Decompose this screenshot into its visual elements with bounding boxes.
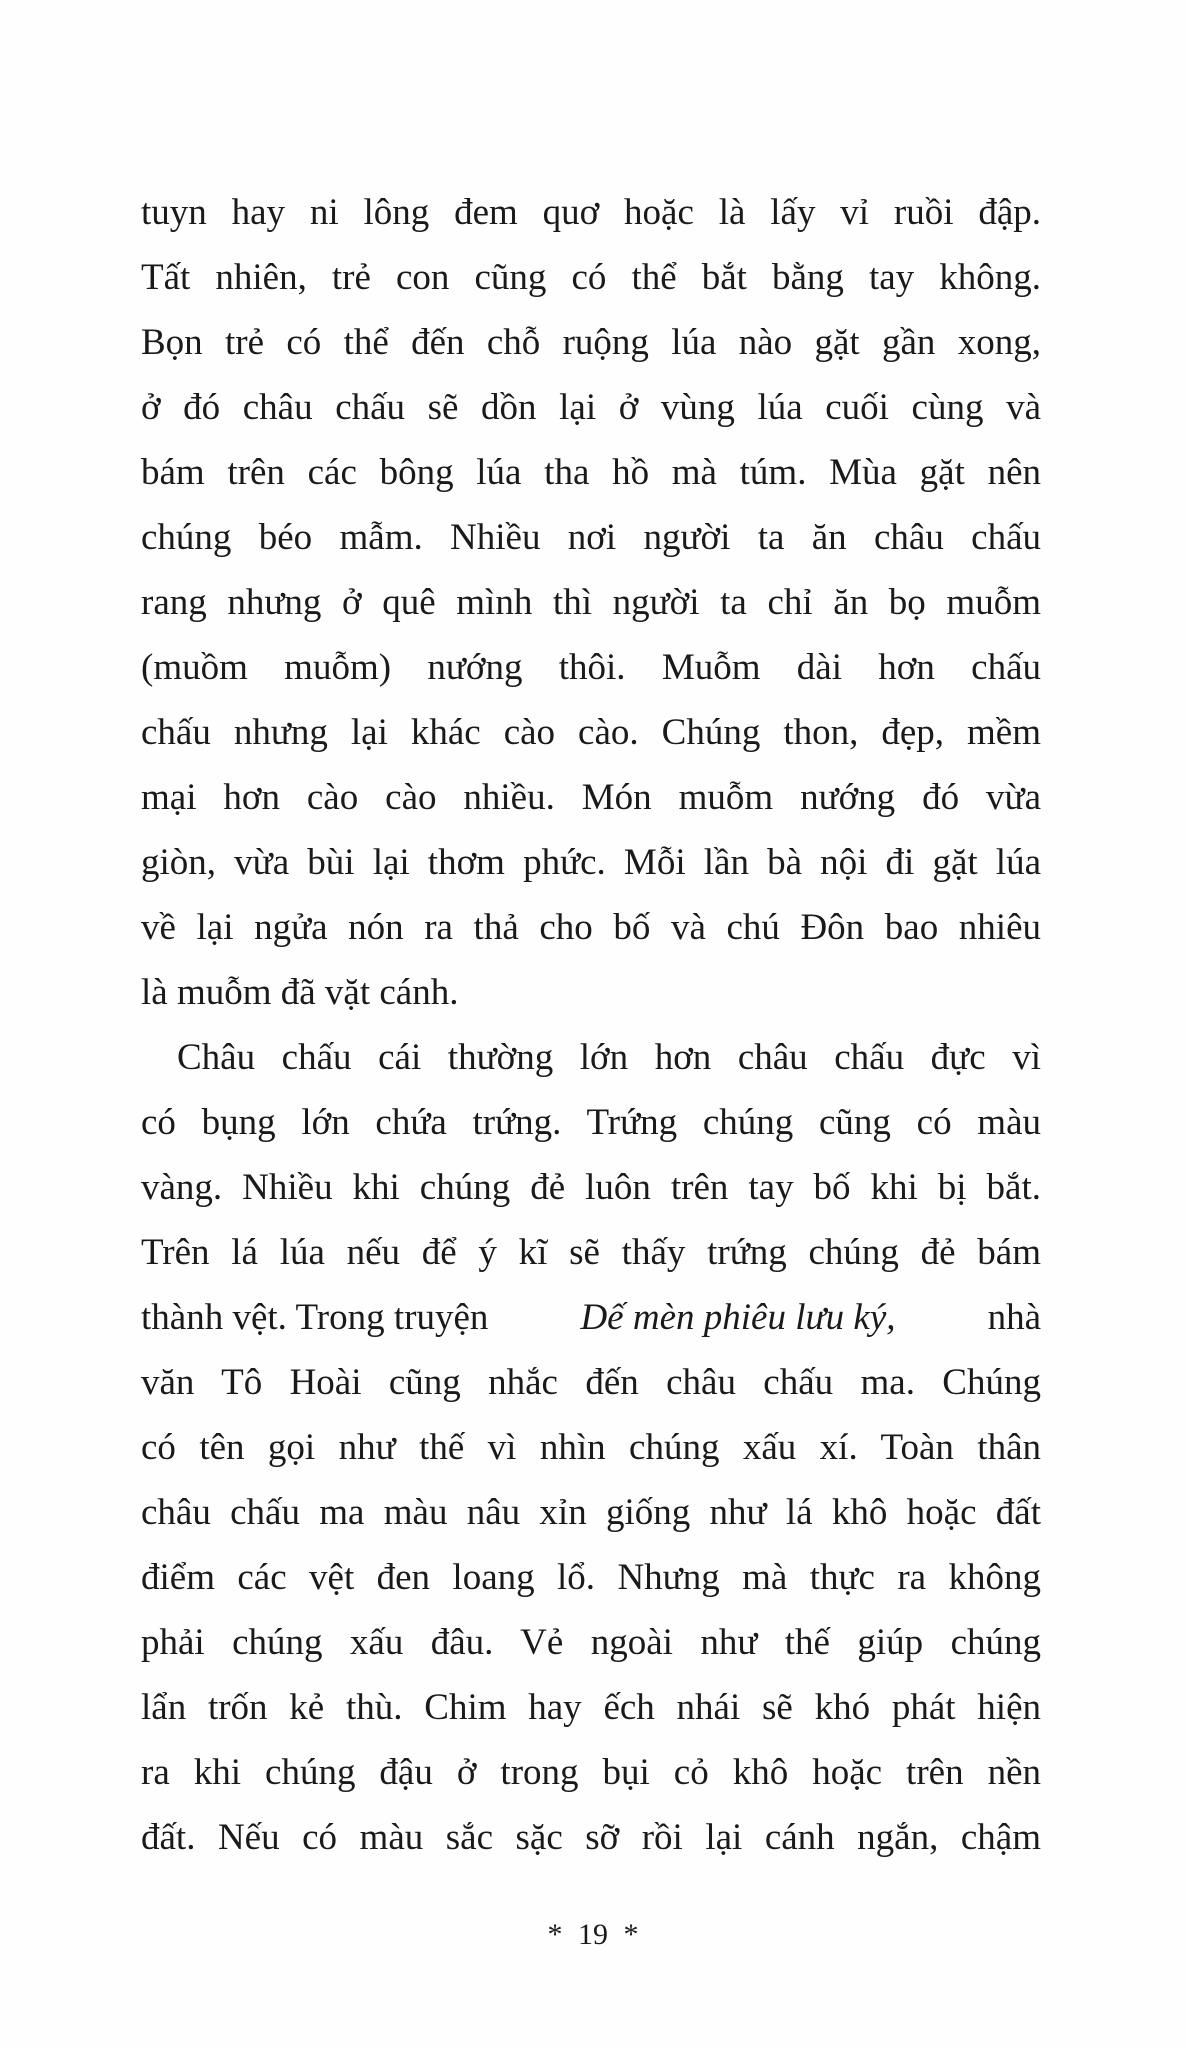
text-line: Trên lá lúa nếu để ý kĩ sẽ thấy trứng chúng đẻ bám	[141, 1232, 1041, 1273]
text-line: lẩn trốn kẻ thù. Chim hay ếch nhái sẽ khó phát hiện	[141, 1687, 1041, 1728]
ornament-right: *	[623, 1918, 639, 1951]
text-line	[141, 1285, 1041, 1350]
text-line: rang nhưng ở quê mình thì người ta chỉ ăn bọ muỗm	[141, 582, 1041, 623]
text-line: bám trên các bông lúa tha hồ mà túm. Mùa gặt nên	[141, 452, 1041, 493]
ornament-left: *	[547, 1918, 563, 1951]
text-line: ở đó châu chấu sẽ dồn lại ở vùng lúa cuối cùng và	[141, 387, 1041, 428]
text-line: giòn, vừa bùi lại thơm phức. Mỗi lần bà nội đi gặt lúa	[141, 842, 1041, 883]
text-line: là muỗm đã vặt cánh.	[141, 972, 459, 1013]
text-line: chấu nhưng lại khác cào cào. Chúng thon, đẹp, mềm	[141, 712, 1041, 753]
text-line: châu chấu ma màu nâu xỉn giống như lá khô hoặc đất	[141, 1492, 1041, 1533]
text-line: Tất nhiên, trẻ con cũng có thể bắt bằng tay không.	[141, 257, 1041, 298]
text-line: chúng béo mẫm. Nhiều nơi người ta ăn châu chấu	[141, 517, 1041, 558]
text-line: về lại ngửa nón ra thả cho bố và chú Đôn bao nhiêu	[141, 907, 1041, 948]
book-title-italic: Dế mèn phiêu lưu ký,	[580, 1297, 896, 1338]
text-line: ra khi chúng đậu ở trong bụi cỏ khô hoặc trên nền	[141, 1752, 1041, 1793]
text-line: mại hơn cào cào nhiều. Món muỗm nướng đó vừa	[141, 777, 1041, 818]
text-segment: thành vệt. Trong truyện	[141, 1297, 498, 1338]
text-line: (muồm muỗm) nướng thôi. Muỗm dài hơn chấu	[141, 647, 1041, 688]
page-footer	[0, 1918, 1186, 1952]
text-line: tuyn hay ni lông đem quơ hoặc là lấy vỉ ruồi đập.	[141, 192, 1041, 233]
text-segment: nhà	[978, 1297, 1041, 1338]
paragraph-start-line: Châu chấu cái thường lớn hơn châu chấu đực vì	[177, 1037, 1041, 1078]
body-text	[141, 180, 1041, 1870]
text-line: Bọn trẻ có thể đến chỗ ruộng lúa nào gặt gần xong,	[141, 322, 1041, 363]
text-line: đất. Nếu có màu sắc sặc sỡ rồi lại cánh ngắn, chậm	[141, 1817, 1041, 1858]
text-line: văn Tô Hoài cũng nhắc đến châu chấu ma. Chúng	[141, 1362, 1041, 1403]
text-line: vàng. Nhiều khi chúng đẻ luôn trên tay bố khi bị bắt.	[141, 1167, 1041, 1208]
text-line: phải chúng xấu đâu. Vẻ ngoài như thế giúp chúng	[141, 1622, 1041, 1663]
text-line: có tên gọi như thế vì nhìn chúng xấu xí. Toàn thân	[141, 1427, 1041, 1468]
text-line: có bụng lớn chứa trứng. Trứng chúng cũng có màu	[141, 1102, 1041, 1143]
page-number: 19	[578, 1918, 608, 1951]
text-line: điểm các vệt đen loang lổ. Nhưng mà thực ra không	[141, 1557, 1041, 1598]
